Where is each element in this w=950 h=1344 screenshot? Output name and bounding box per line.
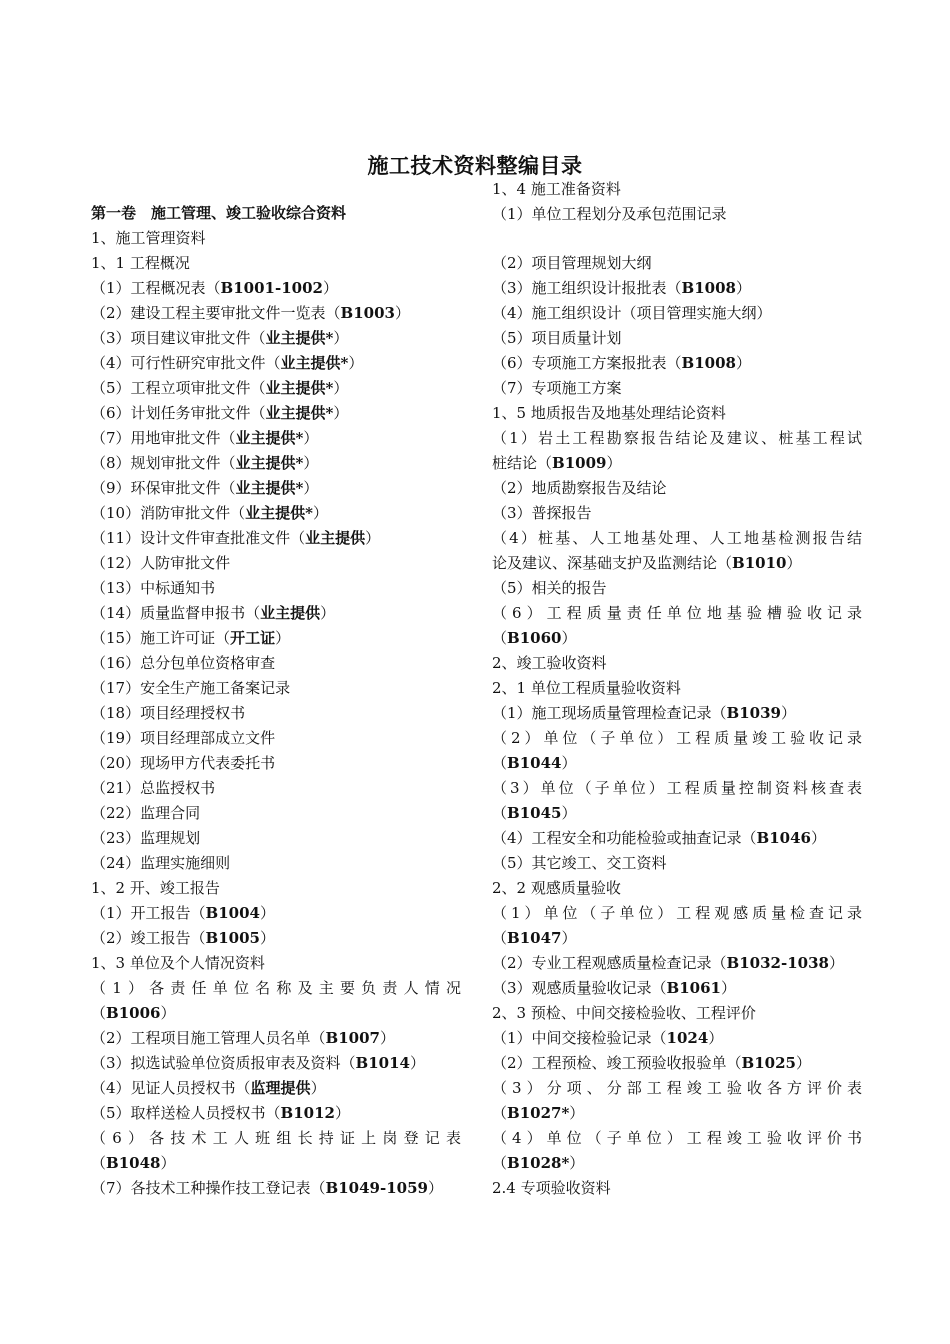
code-text: 业主提供* bbox=[235, 429, 304, 447]
code-text: B1014 bbox=[355, 1054, 410, 1072]
line-text: （2）竣工报告（ bbox=[91, 929, 206, 947]
code-text: B1028* bbox=[507, 1154, 570, 1172]
line-text: ） bbox=[735, 354, 751, 372]
toc-line bbox=[91, 676, 461, 701]
line-text: （ bbox=[492, 754, 508, 772]
toc-line bbox=[91, 601, 461, 626]
line-text: （11）设计文件审查批准文件（ bbox=[91, 529, 306, 547]
line-text: （7）用地审批文件（ bbox=[91, 429, 236, 447]
toc-line bbox=[91, 701, 461, 726]
line-text: ） bbox=[259, 904, 275, 922]
toc-line bbox=[91, 751, 461, 776]
toc-line bbox=[91, 426, 461, 451]
line-text: （23）监理规划 bbox=[91, 829, 201, 847]
line-text: （ bbox=[91, 1154, 107, 1172]
line-text: 2、2 观感质量验收 bbox=[492, 879, 621, 897]
toc-line bbox=[91, 201, 461, 226]
code-text: 业主提供 bbox=[305, 529, 366, 547]
code-text: 业主提供* bbox=[265, 404, 334, 422]
toc-line bbox=[492, 476, 862, 501]
toc-line bbox=[492, 951, 862, 976]
toc-line bbox=[492, 876, 862, 901]
code-text: B1006 bbox=[106, 1004, 161, 1022]
line-text: （6）工程质量责任单位地基验槽验收记录 bbox=[492, 604, 862, 622]
code-text: 业主提供* bbox=[245, 504, 313, 522]
line-text: （17）安全生产施工备案记录 bbox=[91, 679, 291, 697]
line-text: 2、竣工验收资料 bbox=[492, 654, 607, 672]
toc-line bbox=[492, 251, 862, 276]
line-text: （7）专项施工方案 bbox=[492, 379, 622, 397]
line-text: （3）项目建议审批文件（ bbox=[91, 329, 266, 347]
code-text: 业主提供 bbox=[260, 604, 321, 622]
toc-line bbox=[91, 1151, 461, 1176]
toc-line bbox=[492, 926, 862, 951]
line-text: （1）单位（子单位）工程观感质量检查记录 bbox=[492, 904, 862, 922]
line-text: ） bbox=[561, 804, 577, 822]
line-text: （3）施工组织设计报批表（ bbox=[492, 279, 682, 297]
line-text: （5）取样送检人员授权书（ bbox=[91, 1104, 281, 1122]
toc-line bbox=[91, 226, 461, 251]
code-text: B1010 bbox=[732, 554, 787, 572]
line-text: （1）单位工程划分及承包范围记录 bbox=[492, 205, 727, 223]
line-text: ） bbox=[786, 554, 802, 572]
code-text: B1005 bbox=[205, 929, 260, 947]
toc-line bbox=[492, 451, 862, 476]
code-text: B1008 bbox=[681, 279, 736, 297]
line-text: ） bbox=[379, 1029, 395, 1047]
line-text: （2）专业工程观感质量检查记录（ bbox=[492, 954, 727, 972]
line-text: ） bbox=[606, 454, 622, 472]
code-text: 业主提供* bbox=[280, 354, 349, 372]
toc-line bbox=[492, 301, 862, 326]
line-text: （3）拟选试验单位资质报审表及资料（ bbox=[91, 1054, 356, 1072]
toc-line bbox=[91, 526, 461, 551]
toc-line bbox=[492, 202, 862, 227]
code-text: B1003 bbox=[340, 304, 395, 322]
toc-line bbox=[91, 476, 461, 501]
line-text: ） bbox=[312, 504, 328, 522]
line-text: （4）见证人员授权书（ bbox=[91, 1079, 251, 1097]
line-text: ） bbox=[394, 304, 410, 322]
line-text: （9）环保审批文件（ bbox=[91, 479, 236, 497]
toc-line bbox=[91, 826, 461, 851]
toc-line bbox=[91, 276, 461, 301]
line-text: （13）中标通知书 bbox=[91, 579, 216, 597]
line-text: ） bbox=[828, 954, 844, 972]
toc-line bbox=[91, 576, 461, 601]
line-text: （ bbox=[492, 629, 508, 647]
line-text: ） bbox=[333, 329, 349, 347]
toc-line bbox=[91, 1051, 461, 1076]
line-text: （3）分项、分部工程竣工验收各方评价表 bbox=[492, 1079, 862, 1097]
toc-line bbox=[91, 376, 461, 401]
toc-line bbox=[492, 351, 862, 376]
line-text: ） bbox=[320, 604, 336, 622]
toc-line bbox=[492, 1151, 862, 1176]
toc-line bbox=[91, 851, 461, 876]
line-text: （4）桩基、人工地基处理、人工地基检测报告结 bbox=[492, 529, 862, 547]
line-text: ） bbox=[810, 829, 826, 847]
line-text: （ bbox=[492, 1104, 508, 1122]
line-text: （1）各责任单位名称及主要负责人情况 bbox=[91, 979, 461, 997]
line-text: （2）单位（子单位）工程质量竣工验收记录 bbox=[492, 729, 862, 747]
toc-line bbox=[492, 851, 862, 876]
toc-line bbox=[91, 551, 461, 576]
toc-line bbox=[91, 1026, 461, 1051]
line-text: （5）相关的报告 bbox=[492, 579, 607, 597]
code-text: B1045 bbox=[507, 804, 562, 822]
line-text: （6）各技术工人班组长持证上岗登记表 bbox=[91, 1129, 461, 1147]
toc-line bbox=[91, 926, 461, 951]
line-text: 1、4 施工准备资料 bbox=[492, 180, 621, 198]
line-text: （4）可行性研究审批文件（ bbox=[91, 354, 281, 372]
toc-line bbox=[91, 876, 461, 901]
code-text: 1024 bbox=[666, 1029, 709, 1047]
line-text: ） bbox=[303, 479, 319, 497]
line-text: （4）施工组织设计（项目管理实施大纲） bbox=[492, 304, 772, 322]
toc-line bbox=[91, 726, 461, 751]
line-text: （20）现场甲方代表委托书 bbox=[91, 754, 276, 772]
code-text: 监理提供 bbox=[250, 1079, 311, 1097]
line-text: （8）规划审批文件（ bbox=[91, 454, 236, 472]
line-text: ） bbox=[561, 929, 577, 947]
line-text: ） bbox=[275, 629, 291, 647]
line-text: （16）总分包单位资格审查 bbox=[91, 654, 276, 672]
toc-line bbox=[492, 826, 862, 851]
toc-line bbox=[492, 701, 862, 726]
line-text: （2）工程项目施工管理人员名单（ bbox=[91, 1029, 326, 1047]
line-text: ） bbox=[720, 979, 736, 997]
code-text: 开工证 bbox=[230, 629, 276, 647]
line-text: （ bbox=[492, 1154, 508, 1172]
toc-line bbox=[91, 1001, 461, 1026]
toc-line bbox=[91, 1076, 461, 1101]
toc-line bbox=[91, 651, 461, 676]
code-text: B1025 bbox=[741, 1054, 796, 1072]
line-text: ） bbox=[303, 454, 319, 472]
line-text: （5）工程立项审批文件（ bbox=[91, 379, 266, 397]
line-text: （15）施工许可证（ bbox=[91, 629, 231, 647]
line-text: 桩结论（ bbox=[492, 454, 553, 472]
toc-line bbox=[492, 676, 862, 701]
toc-line bbox=[91, 901, 461, 926]
toc-line bbox=[492, 1101, 862, 1126]
line-text: ） bbox=[160, 1004, 176, 1022]
line-text: （1）中间交接检验记录（ bbox=[492, 1029, 667, 1047]
toc-line bbox=[492, 426, 862, 451]
code-text: B1046 bbox=[756, 829, 811, 847]
toc-line bbox=[492, 801, 862, 826]
line-text: （4）单位（子单位）工程竣工验收评价书 bbox=[492, 1129, 862, 1147]
line-text: ） bbox=[569, 1104, 585, 1122]
line-text: （5）项目质量计划 bbox=[492, 329, 622, 347]
toc-line bbox=[492, 1051, 862, 1076]
toc-line bbox=[91, 626, 461, 651]
line-text: ） bbox=[409, 1054, 425, 1072]
code-text: B1060 bbox=[507, 629, 562, 647]
toc-line bbox=[492, 776, 862, 801]
code-text: 业主提供* bbox=[265, 329, 334, 347]
toc-line bbox=[492, 177, 862, 202]
line-text: （1）开工报告（ bbox=[91, 904, 206, 922]
line-text: （2）项目管理规划大纲 bbox=[492, 254, 652, 272]
line-text: （3）观感质量验收记录（ bbox=[492, 979, 667, 997]
toc-line bbox=[492, 901, 862, 926]
line-text: （ bbox=[91, 1004, 107, 1022]
line-text: 2、1 单位工程质量验收资料 bbox=[492, 679, 681, 697]
toc-line bbox=[492, 1026, 862, 1051]
line-text: 1、5 地质报告及地基处理结论资料 bbox=[492, 404, 726, 422]
line-text: （5）其它竣工、交工资料 bbox=[492, 854, 667, 872]
toc-line bbox=[91, 1101, 461, 1126]
line-text: ） bbox=[427, 1179, 443, 1197]
toc-line bbox=[492, 1076, 862, 1101]
toc-line bbox=[91, 976, 461, 1001]
toc-line bbox=[91, 801, 461, 826]
line-text: （24）监理实施细则 bbox=[91, 854, 231, 872]
line-text: 2.4 专项验收资料 bbox=[492, 1179, 611, 1197]
code-text: 业主提供* bbox=[235, 454, 304, 472]
toc-line bbox=[91, 301, 461, 326]
line-text: 论及建议、深基础支护及监测结论（ bbox=[492, 554, 733, 572]
code-text: B1047 bbox=[507, 929, 562, 947]
line-text: 1、3 单位及个人情况资料 bbox=[91, 954, 265, 972]
toc-line bbox=[492, 726, 862, 751]
line-text: ） bbox=[561, 629, 577, 647]
code-text: B1061 bbox=[666, 979, 721, 997]
line-text: （ bbox=[492, 804, 508, 822]
line-text: 2、3 预检、中间交接检验收、工程评价 bbox=[492, 1004, 756, 1022]
code-text: 第一卷 施工管理、竣工验收综合资料 bbox=[91, 204, 347, 222]
toc-line bbox=[492, 626, 862, 651]
code-text: B1044 bbox=[507, 754, 562, 772]
code-text: B1008 bbox=[681, 354, 736, 372]
toc-line bbox=[492, 376, 862, 401]
line-text: ） bbox=[160, 1154, 176, 1172]
line-text: ） bbox=[735, 279, 751, 297]
line-text: （3）单位（子单位）工程质量控制资料核查表 bbox=[492, 779, 862, 797]
line-text: （2）工程预检、竣工预验收报验单（ bbox=[492, 1054, 742, 1072]
line-text: ） bbox=[708, 1029, 724, 1047]
code-text: B1032-1038 bbox=[726, 954, 829, 972]
line-text: ） bbox=[569, 1154, 585, 1172]
line-text: ） bbox=[561, 754, 577, 772]
toc-line bbox=[492, 276, 862, 301]
code-text: B1039 bbox=[726, 704, 781, 722]
toc-line bbox=[492, 501, 862, 526]
line-text: ） bbox=[795, 1054, 811, 1072]
line-text: ） bbox=[333, 379, 349, 397]
toc-line bbox=[492, 1176, 862, 1201]
toc-line bbox=[492, 551, 862, 576]
line-text: ） bbox=[333, 404, 349, 422]
line-text: ） bbox=[334, 1104, 350, 1122]
toc-line bbox=[492, 976, 862, 1001]
line-text: ） bbox=[310, 1079, 326, 1097]
code-text: B1001-1002 bbox=[220, 279, 323, 297]
toc-line bbox=[91, 776, 461, 801]
line-text: ） bbox=[365, 529, 381, 547]
line-text: （ bbox=[492, 929, 508, 947]
toc-line bbox=[91, 326, 461, 351]
line-text: （18）项目经理授权书 bbox=[91, 704, 246, 722]
line-text: ） bbox=[303, 429, 319, 447]
code-text: B1004 bbox=[205, 904, 260, 922]
line-text: （21）总监授权书 bbox=[91, 779, 216, 797]
toc-line bbox=[91, 251, 461, 276]
code-text: 业主提供* bbox=[265, 379, 334, 397]
line-text: （12）人防审批文件 bbox=[91, 554, 231, 572]
line-text: （6）专项施工方案报批表（ bbox=[492, 354, 682, 372]
toc-line bbox=[91, 1126, 461, 1151]
line-text: （1）岩土工程勘察报告结论及建议、桩基工程试 bbox=[492, 429, 862, 447]
toc-line bbox=[492, 401, 862, 426]
toc-line bbox=[91, 501, 461, 526]
line-text: （22）监理合同 bbox=[91, 804, 201, 822]
toc-line bbox=[91, 351, 461, 376]
toc-line bbox=[492, 751, 862, 776]
line-text: （6）计划任务审批文件（ bbox=[91, 404, 266, 422]
code-text: 业主提供* bbox=[235, 479, 304, 497]
line-text: （3）普探报告 bbox=[492, 504, 592, 522]
code-text: B1012 bbox=[280, 1104, 335, 1122]
line-text: 1、2 开、竣工报告 bbox=[91, 879, 220, 897]
toc-line bbox=[492, 326, 862, 351]
line-text: ） bbox=[259, 929, 275, 947]
line-text: 1、施工管理资料 bbox=[91, 229, 206, 247]
code-text: B1049-1059 bbox=[325, 1179, 428, 1197]
code-text: B1027* bbox=[507, 1104, 570, 1122]
toc-line bbox=[492, 1126, 862, 1151]
line-text: （1）施工现场质量管理检查记录（ bbox=[492, 704, 727, 722]
line-text: （2）地质勘察报告及结论 bbox=[492, 479, 667, 497]
line-text: ） bbox=[322, 279, 338, 297]
code-text: B1048 bbox=[106, 1154, 161, 1172]
toc-line bbox=[91, 401, 461, 426]
toc-line bbox=[91, 951, 461, 976]
line-text: （10）消防审批文件（ bbox=[91, 504, 246, 522]
toc-line bbox=[91, 1176, 461, 1201]
toc-line bbox=[492, 601, 862, 626]
code-text: B1009 bbox=[552, 454, 607, 472]
toc-line bbox=[91, 451, 461, 476]
line-text: （19）项目经理部成立文件 bbox=[91, 729, 276, 747]
line-text: ） bbox=[780, 704, 796, 722]
toc-line bbox=[492, 576, 862, 601]
line-text: （2）建设工程主要审批文件一览表（ bbox=[91, 304, 341, 322]
toc-line bbox=[492, 651, 862, 676]
document-title: 施工技术资料整编目录 bbox=[367, 153, 583, 178]
line-text: （4）工程安全和功能检验或抽查记录（ bbox=[492, 829, 757, 847]
line-text: 1、1 工程概况 bbox=[91, 254, 190, 272]
line-text: （14）质量监督申报书（ bbox=[91, 604, 261, 622]
toc-line bbox=[492, 526, 862, 551]
line-text: （7）各技术工种操作技工登记表（ bbox=[91, 1179, 326, 1197]
toc-line bbox=[492, 1001, 862, 1026]
code-text: B1007 bbox=[325, 1029, 380, 1047]
line-text: （1）工程概况表（ bbox=[91, 279, 221, 297]
line-text: ） bbox=[348, 354, 364, 372]
